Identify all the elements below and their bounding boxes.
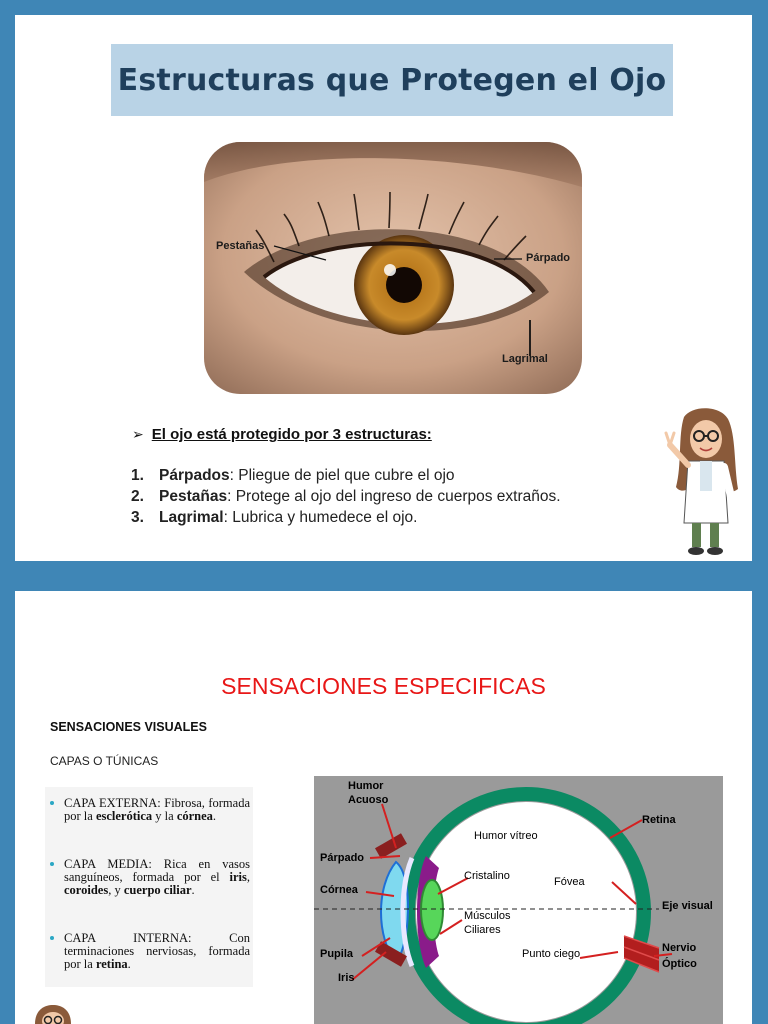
scientist-character-icon: [662, 405, 742, 557]
slide-title: Estructuras que Protegen el Ojo: [117, 62, 667, 98]
bullet-dot-icon: [50, 862, 54, 866]
slide-eye-protection: [15, 15, 752, 561]
label-nervio-2: Óptico: [662, 958, 697, 970]
intro-text: El ojo está protegido por 3 estructuras:: [151, 426, 432, 443]
arrow-bullet-icon: ➢: [132, 426, 144, 442]
label-pupila: Pupila: [320, 948, 354, 960]
eye-layers-box: [45, 787, 253, 987]
list-item: CAPA INTERNA: Con terminaciones nerviosas, formada por la retina.: [50, 932, 250, 971]
label-parpado: Párpado: [526, 252, 571, 264]
label-musculos-1: Músculos: [464, 910, 511, 922]
label-fovea: Fóvea: [554, 876, 585, 888]
label-lagrimal: Lagrimal: [502, 353, 548, 365]
title-banner: [111, 44, 673, 116]
label-retina: Retina: [642, 814, 676, 826]
section-heading: SENSACIONES VISUALES: [50, 720, 207, 734]
label-pestanas: Pestañas: [216, 240, 265, 252]
list-item: 2. Pestañas: Protege al ojo del ingreso de cuerpos extraños.: [131, 488, 561, 505]
label-punto-ciego: Punto ciego: [522, 948, 581, 960]
bullet-dot-icon: [50, 801, 54, 805]
section-subheading: CAPAS O TÚNICAS: [50, 754, 159, 768]
eye-photo: [204, 142, 582, 394]
list-item: CAPA MEDIA: Rica en vasos sanguíneos, formada por el iris, coroides, y cuerpo ciliar.: [50, 858, 250, 897]
label-eje-visual: Eje visual: [662, 900, 713, 912]
label-humor-acuoso-2: Acuoso: [348, 794, 389, 806]
list-item: 3. Lagrimal: Lubrica y humedece el ojo.: [131, 509, 418, 526]
label-musculos-2: Ciliares: [464, 924, 501, 936]
bullet-dot-icon: [50, 936, 54, 940]
list-item: CAPA EXTERNA: Fibrosa, formada por la esclerótica y la córnea.: [50, 797, 250, 823]
label-cristalino: Cristalino: [464, 870, 510, 882]
slide-specific-sensations: [15, 591, 752, 1024]
label-cornea: Córnea: [320, 884, 358, 896]
label-humor-vitreo: Humor vítreo: [474, 830, 538, 842]
list-item: 1. Párpados: Pliegue de piel que cubre el ojo: [131, 467, 455, 484]
label-iris: Iris: [338, 972, 355, 984]
scientist-character-icon: [29, 1005, 75, 1024]
label-humor-acuoso-1: Humor: [348, 780, 384, 792]
slide-title: SENSACIONES ESPECIFICAS: [221, 673, 546, 699]
label-parpado: Párpado: [320, 852, 365, 864]
eye-anatomy-diagram: [314, 776, 723, 1024]
protection-list: [131, 465, 561, 528]
intro-line: [132, 426, 432, 443]
label-nervio-1: Nervio: [662, 942, 697, 954]
